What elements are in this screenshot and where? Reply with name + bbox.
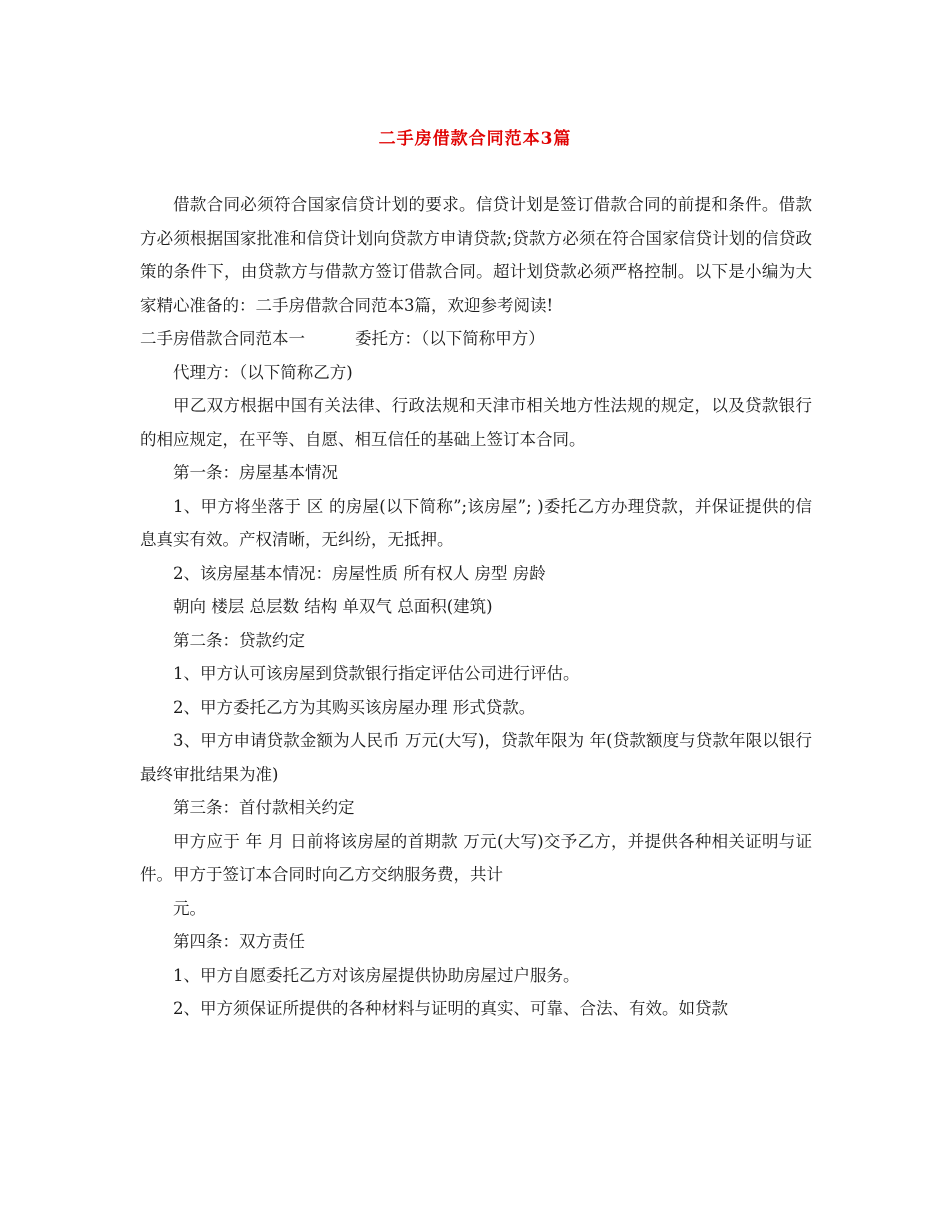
article-2-item-2: 2、甲方委托乙方为其购买该房屋办理 形式贷款。 <box>173 697 536 717</box>
contract-heading-line <box>140 322 812 356</box>
article-2-heading: 第二条：贷款约定 <box>173 630 305 650</box>
article-1-item-2-cont: 朝向 楼层 总层数 结构 单双气 总面积(建筑) <box>173 597 493 616</box>
article-4-item-2: 2、甲方须保证所提供的各种材料与证明的真实、可靠、合法、有效。如贷款 <box>173 999 728 1018</box>
document-body <box>140 188 812 1026</box>
article-4-heading: 第四条：双方责任 <box>173 932 305 951</box>
principal-line: 委托方：（以下简称甲方） <box>355 329 545 348</box>
article-1-item-1: 1、甲方将坐落于 区 的房屋(以下简称”;该房屋”; )委托乙方办理贷款，并保证提供的信息真实有效。产权清晰，无纠纷，无抵押。 <box>140 496 812 549</box>
article-4-item-1: 1、甲方自愿委托乙方对该房屋提供协助房屋过户服务。 <box>173 965 580 985</box>
article-3-heading: 第三条：首付款相关约定 <box>173 798 355 817</box>
article-3-amount: 元。 <box>173 898 206 918</box>
intro-paragraph: 借款合同必须符合国家信贷计划的要求。信贷计划是签订借款合同的前提和条件。借款方必须根据国家批准和信贷计划向贷款方申请贷款;贷款方必须在符合国家信贷计划的信贷政策的条件下，由贷款方与借款方签订借款合同。超计划贷款必须严格控制。以下是小编为大家精心准备的：二手房借款合同范本3篇，欢迎参考阅读! <box>140 195 812 315</box>
document-title: 二手房借款合同范本3篇 <box>378 129 572 149</box>
article-2-item-3: 3、甲方申请贷款金额为人民币 万元(大写)，贷款年限为 年(贷款额度与贷款年限以银行最终审批结果为准) <box>140 731 812 784</box>
article-1-heading: 第一条：房屋基本情况 <box>173 463 338 482</box>
article-2-item-1: 1、甲方认可该房屋到贷款银行指定评估公司进行评估。 <box>173 664 580 683</box>
article-1-item-2: 2、该房屋基本情况：房屋性质 所有权人 房型 房龄 <box>173 563 546 583</box>
article-3-paragraph: 甲方应于 年 月 日前将该房屋的首期款 万元(大写)交予乙方，并提供各种相关证明与证件。甲方于签订本合同时向乙方交纳服务费，共计 <box>140 831 812 884</box>
section-heading: 二手房借款合同范本一 <box>140 329 305 348</box>
agent-line: 代理方：（以下简称乙方) <box>173 362 353 382</box>
preamble-paragraph: 甲乙双方根据中国有关法律、行政法规和天津市相关地方性法规的规定，以及贷款银行的相应规定，在平等、自愿、相互信任的基础上签订本合同。 <box>140 396 812 449</box>
